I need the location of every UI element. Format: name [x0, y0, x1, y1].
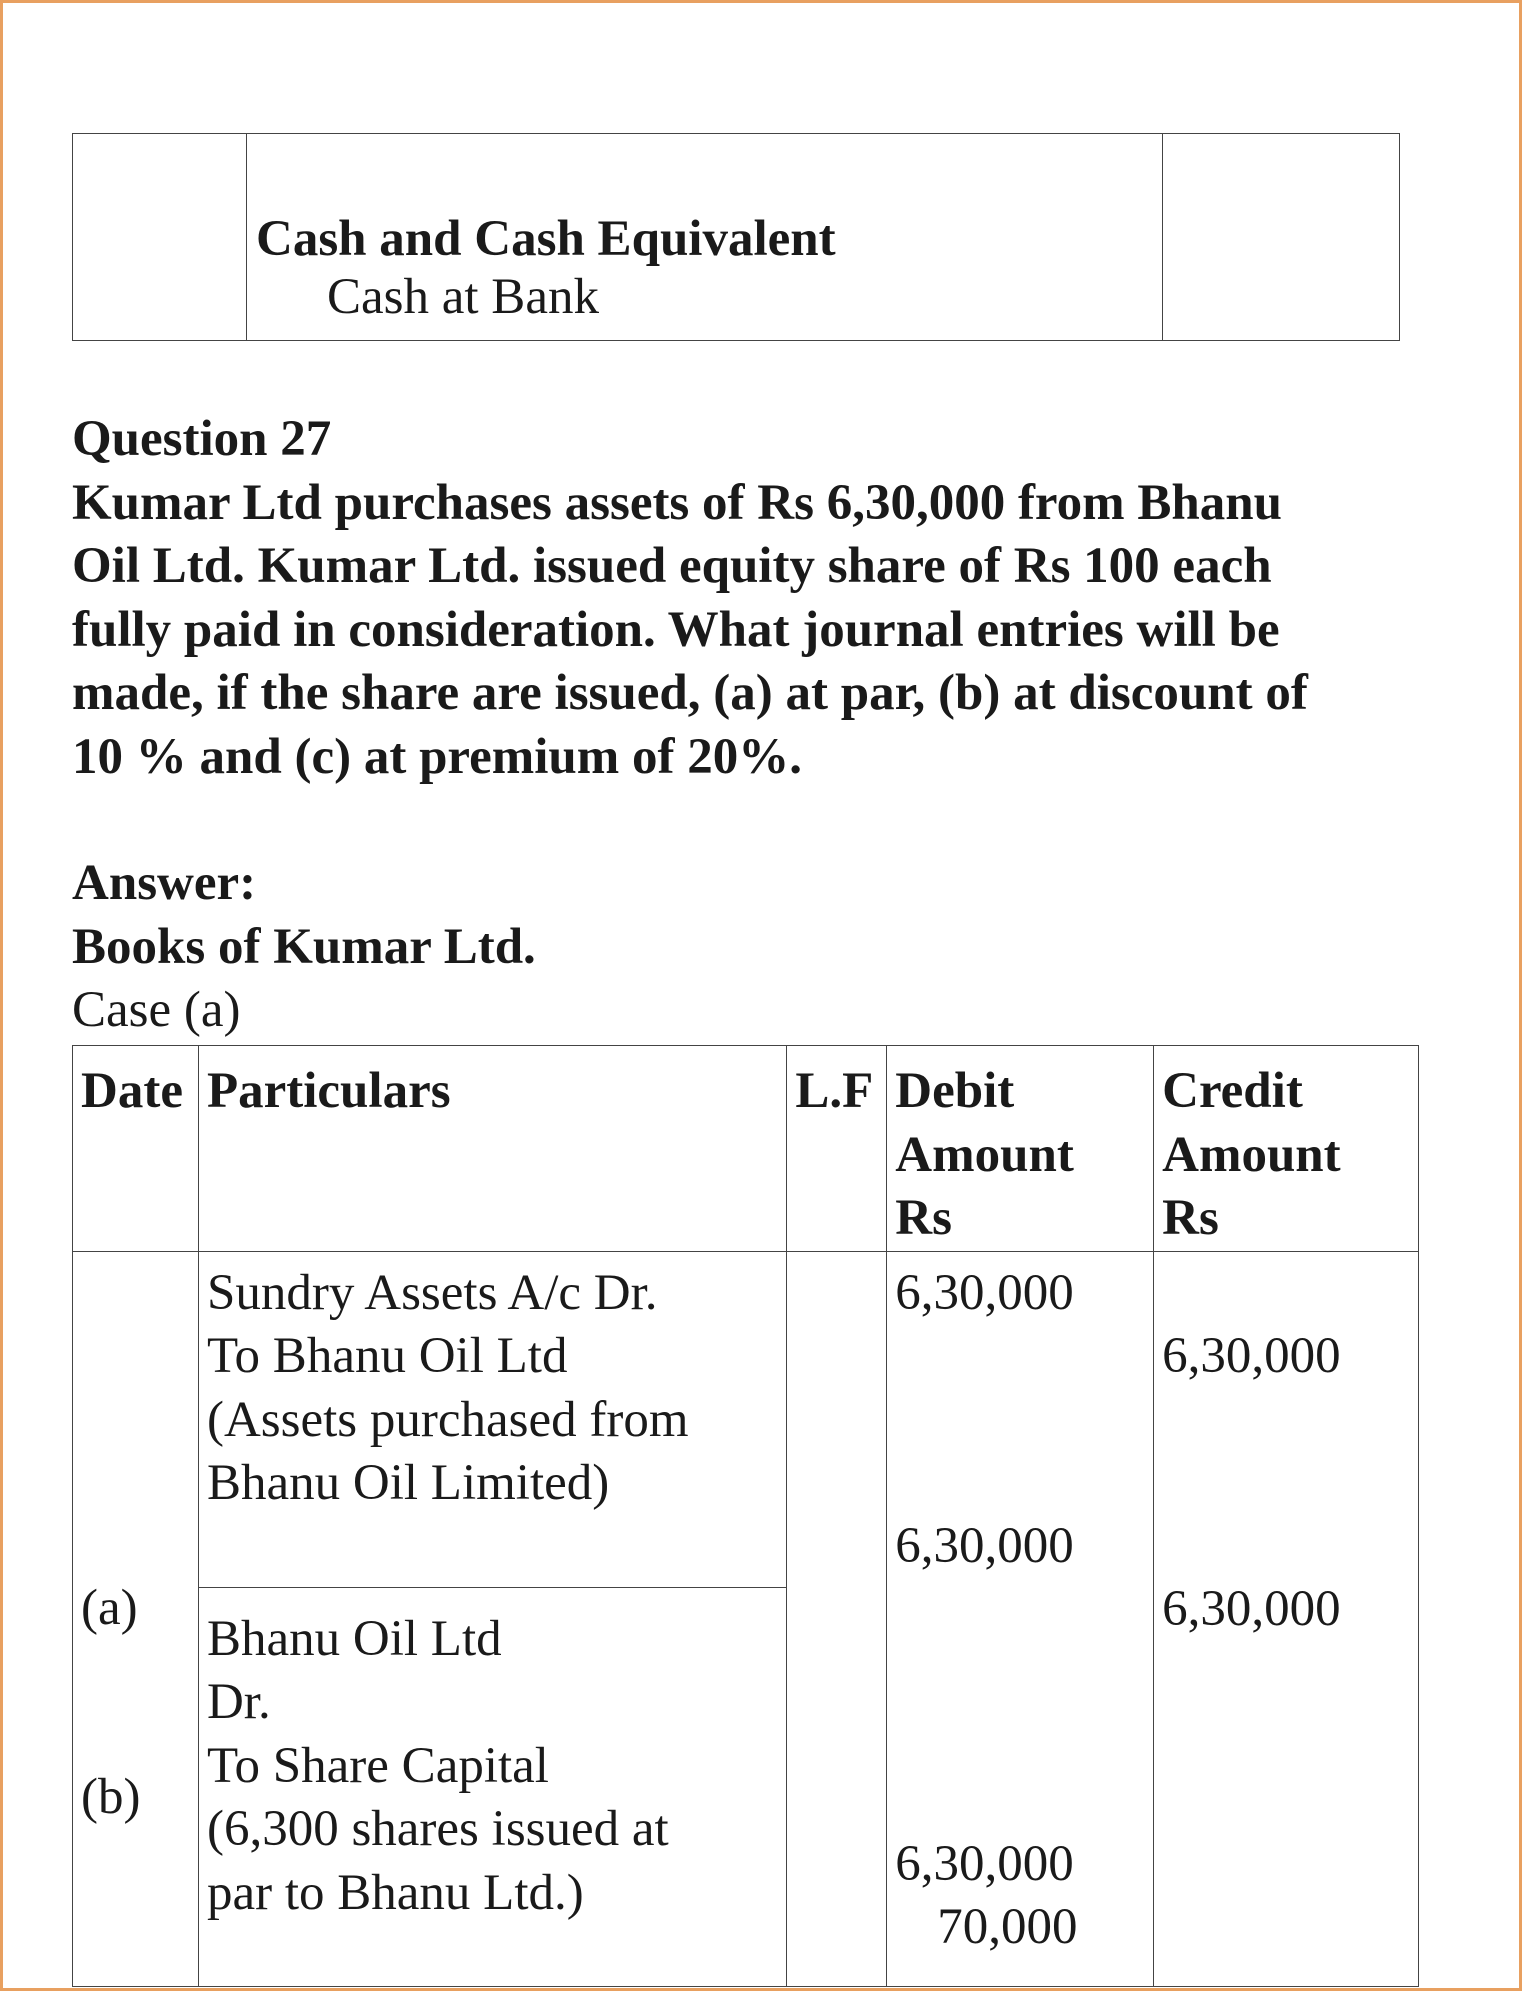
books-title: Books of Kumar Ltd. — [72, 918, 536, 975]
journal-header-row — [73, 1046, 1419, 1252]
question-title: Question 27 — [72, 411, 332, 467]
debit-value-4: 70,000 — [937, 1899, 1078, 1955]
debit-cell — [887, 1251, 1154, 1987]
journal-body-row — [73, 1251, 1419, 1987]
top-table-cell-middle — [247, 134, 1163, 341]
header-particulars: Particulars — [198, 1046, 786, 1252]
top-table — [72, 133, 1400, 341]
date-b: (b) — [81, 1769, 141, 1825]
journal-table — [72, 1045, 1419, 1987]
header-debit: Debit Amount Rs — [887, 1046, 1154, 1252]
date-cell — [73, 1251, 199, 1987]
date-a: (a) — [81, 1579, 138, 1636]
header-lf: L.F — [787, 1046, 887, 1252]
top-table-heading: Cash and Cash Equivalent — [256, 211, 836, 267]
question-block — [72, 408, 1472, 789]
journal-entry-2: Bhanu Oil Ltd Dr. To Share Capital (6,300 shares issued at par to Bhanu Ltd.) — [206, 1610, 669, 1921]
debit-value-2: 6,30,000 — [895, 1518, 1074, 1574]
header-date: Date — [73, 1046, 199, 1252]
top-table-cell-left — [73, 134, 247, 341]
answer-label: Answer: — [72, 855, 257, 911]
lf-cell — [787, 1251, 887, 1987]
particulars-cell — [198, 1251, 786, 1987]
top-table-cell-right — [1163, 134, 1400, 341]
answer-block — [72, 852, 536, 1043]
debit-value-3: 6,30,000 — [895, 1835, 1074, 1892]
top-table-subheading: Cash at Bank — [327, 269, 599, 325]
journal-entry-1: Sundry Assets A/c Dr. To Bhanu Oil Ltd (Assets purchased from Bhanu Oil Limited) — [199, 1252, 786, 1588]
credit-cell — [1154, 1251, 1419, 1987]
header-credit: Credit Amount Rs — [1154, 1046, 1419, 1252]
question-body: Kumar Ltd purchases assets of Rs 6,30,000 from Bhanu Oil Ltd. Kumar Ltd. issued equity share of Rs 100 each fully paid in consideration. What journal entries will be made, if the share are issued, (a) at par, (b) at discount of 10 % and (c) at premium of 20%. — [72, 474, 1308, 785]
credit-value-2: 6,30,000 — [1162, 1581, 1341, 1637]
credit-value-1: 6,30,000 — [1162, 1327, 1341, 1384]
case-label: Case (a) — [72, 982, 241, 1038]
debit-value-1: 6,30,000 — [895, 1264, 1074, 1321]
